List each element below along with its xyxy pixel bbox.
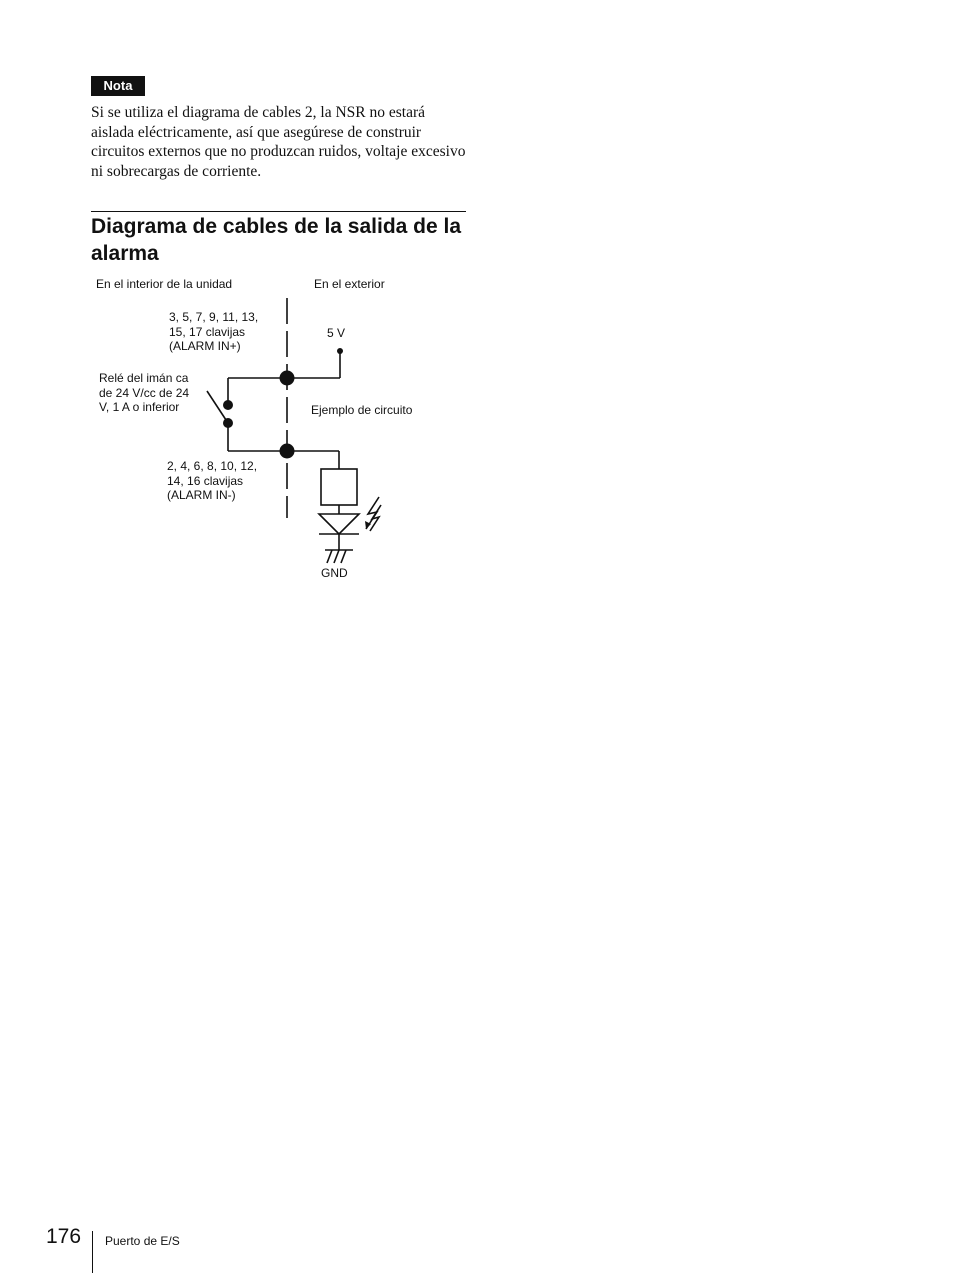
note-badge: Nota (91, 76, 145, 96)
note-text: Si se utiliza el diagrama de cables 2, la NSR no estará aislada eléctricamente, así que asegúrese de construir circuitos externos que no produzcan ruidos, voltaje excesivo ni sobrecargas de corriente. (91, 104, 466, 180)
ground-hatch-1 (327, 550, 332, 563)
voltage-label: 5 V (327, 326, 346, 340)
footer-divider (92, 1231, 93, 1273)
ground-hatch-3 (341, 550, 346, 563)
outside-label: En el exterior (314, 277, 385, 291)
alarm-wiring-diagram (0, 0, 954, 600)
relay-contact-bottom (223, 418, 233, 428)
inside-unit-label: En el interior de la unidad (96, 277, 233, 291)
alarm-in-plus-label: 3, 5, 7, 9, 11, 13, 15, 17 clavijas (ALARM IN+) (169, 310, 259, 353)
junction-alarm-in-plus (280, 371, 295, 386)
section-title: Diagrama de cables de la salida de la alarma (91, 215, 462, 265)
relay-contact-top (223, 400, 233, 410)
circuit-example-label: Ejemplo de circuito (311, 403, 413, 417)
gnd-label: GND (321, 566, 348, 580)
relay-label: Relé del imán ca de 24 V/cc de 24 V, 1 A o inferior (99, 371, 190, 414)
alarm-in-minus-label: 2, 4, 6, 8, 10, 12, 14, 16 clavijas (ALARM IN-) (167, 459, 258, 502)
page-number: 176 (46, 1225, 82, 1248)
load-resistor-box (321, 469, 357, 505)
footer-section-name: Puerto de E/S (105, 1234, 180, 1248)
voltage-terminal (337, 348, 343, 354)
junction-alarm-in-minus (280, 444, 295, 459)
ground-hatch-2 (334, 550, 339, 563)
led-diode-triangle (319, 514, 359, 534)
